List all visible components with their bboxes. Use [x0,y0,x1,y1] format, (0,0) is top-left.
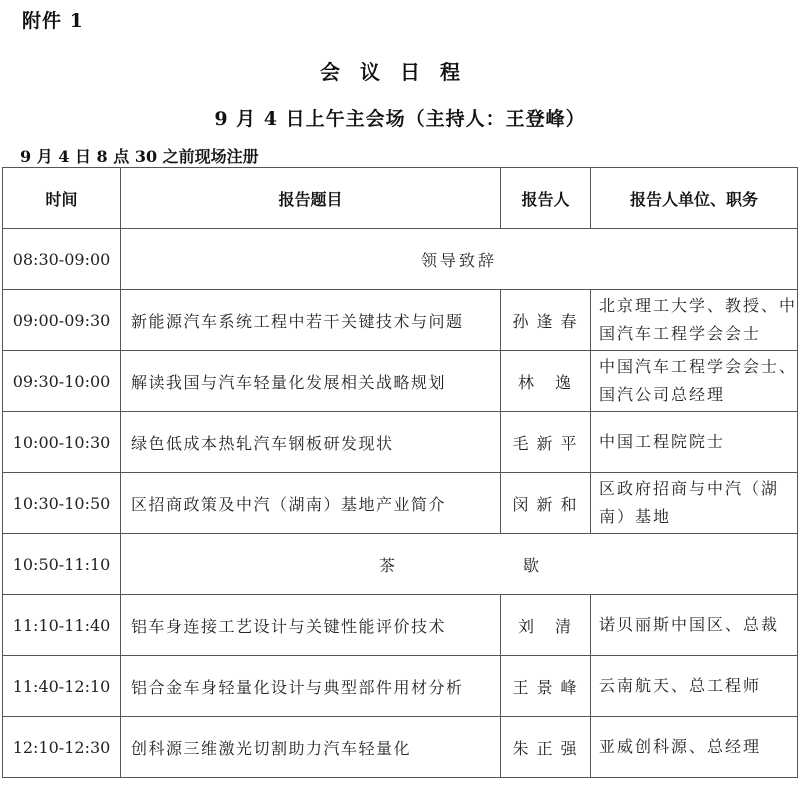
organization-cell: 中国汽车工程学会会士、国汽公司总经理 [591,351,798,412]
column-header-time: 时间 [3,168,121,229]
table-header-row [3,168,798,229]
column-header-organization: 报告人单位、职务 [591,168,798,229]
table-row [3,412,798,473]
table-row [3,717,798,778]
topic-cell: 绿色低成本热轧汽车钢板研发现状 [121,412,501,473]
time-cell: 10:50-11:10 [3,534,121,595]
tea-break-cell [121,534,798,595]
time-cell: 09:00-09:30 [3,290,121,351]
organization-cell: 云南航天、总工程师 [591,656,798,717]
organization-cell: 区政府招商与中汽（湖南）基地 [591,473,798,534]
speaker-cell: 林 逸 [501,351,591,412]
attachment-label: 附件 1 [22,10,84,32]
time-cell: 11:40-12:10 [3,656,121,717]
tea-break-part-2: 歇 [523,555,540,575]
page-title: 会议日程 [320,60,480,84]
table-row [3,229,798,290]
organization-cell: 亚威创科源、总经理 [591,717,798,778]
table-row [3,595,798,656]
topic-cell: 区招商政策及中汽（湖南）基地产业简介 [121,473,501,534]
time-cell: 10:30-10:50 [3,473,121,534]
table-row [3,534,798,595]
topic-cell: 解读我国与汽车轻量化发展相关战略规划 [121,351,501,412]
topic-cell: 新能源汽车系统工程中若干关键技术与问题 [121,290,501,351]
speaker-cell: 王景峰 [501,656,591,717]
opening-remarks-cell: 领导致辞 [121,229,798,290]
column-header-speaker: 报告人 [501,168,591,229]
topic-cell: 铝合金车身轻量化设计与典型部件用材分析 [121,656,501,717]
speaker-cell: 孙逢春 [501,290,591,351]
table-row [3,290,798,351]
tea-break-part-1: 茶 [378,555,395,575]
table-row [3,351,798,412]
organization-cell: 中国工程院院士 [591,412,798,473]
organization-cell: 北京理工大学、教授、中国汽车工程学会会士 [591,290,798,351]
speaker-cell: 毛新平 [501,412,591,473]
agenda-table [2,167,798,778]
speaker-cell: 朱正强 [501,717,591,778]
registration-note: 9 月 4 日 8 点 30 之前现场注册 [20,147,259,166]
speaker-cell: 闵新和 [501,473,591,534]
time-cell: 08:30-09:00 [3,229,121,290]
speaker-cell: 刘 清 [501,595,591,656]
column-header-topic: 报告题目 [121,168,501,229]
time-cell: 10:00-10:30 [3,412,121,473]
time-cell: 11:10-11:40 [3,595,121,656]
topic-cell: 铝车身连接工艺设计与关键性能评价技术 [121,595,501,656]
table-row [3,656,798,717]
topic-cell: 创科源三维激光切割助力汽车轻量化 [121,717,501,778]
session-subtitle: 9 月 4 日上午主会场（主持人：王登峰） [214,108,586,130]
table-row [3,473,798,534]
time-cell: 12:10-12:30 [3,717,121,778]
organization-cell: 诺贝丽斯中国区、总裁 [591,595,798,656]
time-cell: 09:30-10:00 [3,351,121,412]
